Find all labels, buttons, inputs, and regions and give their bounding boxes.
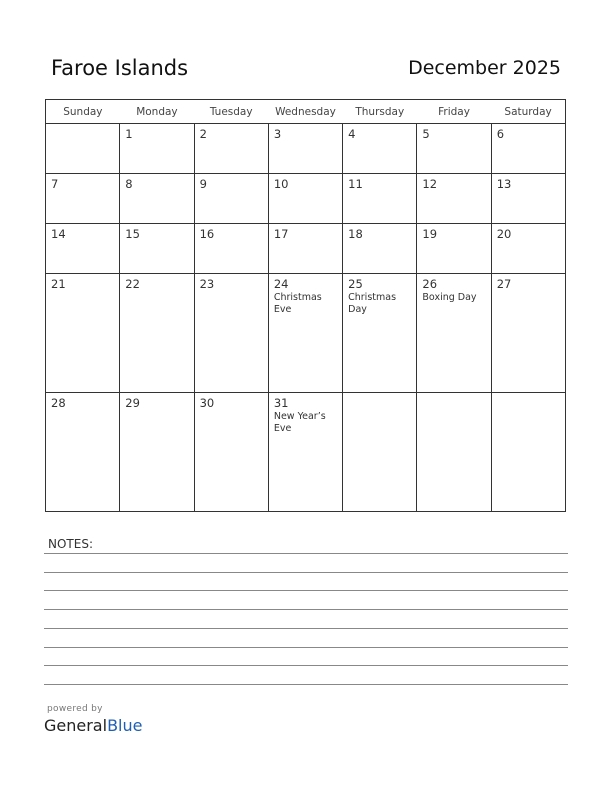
day-cell [268,124,342,174]
day-cell [46,173,120,223]
brand-part-blue: Blue [107,716,143,735]
day-cell [268,392,342,511]
day-number: 22 [125,276,140,291]
day-number: 15 [125,226,140,241]
day-cell [194,273,268,392]
day-cell [268,273,342,392]
day-cell [491,173,565,223]
week-row [46,392,566,511]
day-cell [491,223,565,273]
weekday-sunday: Sunday [46,100,120,124]
note-line [44,553,568,554]
day-number: 4 [348,127,356,141]
weekday-header-row [46,100,566,124]
day-number: 27 [496,276,512,291]
day-number: 19 [422,226,438,241]
day-number: 11 [348,176,363,191]
day-cell [194,392,268,511]
brand-part-general: General [44,716,108,735]
day-cell [343,223,417,273]
weekday-monday: Monday [120,100,194,124]
week-row [46,173,566,223]
week-row [46,223,566,273]
note-line [44,665,568,666]
day-number: 2 [199,127,207,141]
day-number: 14 [51,226,66,241]
day-cell [491,392,565,511]
day-number: 16 [199,226,215,241]
day-number: 26 [422,276,438,291]
holiday-label: Christmas Eve [273,291,322,315]
day-number: 20 [496,226,512,241]
day-number: 24 [273,276,289,291]
day-cell [417,173,491,223]
day-number: 6 [496,127,505,141]
day-cell [491,124,565,174]
day-number: 9 [199,176,207,191]
day-number: 3 [273,127,282,141]
day-cell [268,173,342,223]
day-number: 21 [51,276,66,291]
day-cell [46,273,120,392]
day-cell [46,223,120,273]
day-number: 12 [422,176,438,191]
holiday-label: Boxing Day [422,291,477,303]
day-cell [120,392,194,511]
day-number: 23 [199,276,215,291]
holiday-label: Christmas Day [348,291,397,315]
day-cell [417,223,491,273]
note-line [44,590,568,591]
day-cell [46,392,120,511]
day-cell [268,223,342,273]
day-cell [343,273,417,392]
day-number: 25 [348,276,363,291]
day-cell [417,124,491,174]
note-line [44,572,568,573]
day-cell [120,273,194,392]
day-number: 28 [51,395,66,410]
calendar-grid [45,99,566,512]
weekday-saturday: Saturday [491,100,565,124]
day-cell [343,173,417,223]
day-number: 5 [422,127,430,141]
day-cell [343,124,417,174]
day-number: 10 [273,176,289,191]
holiday-label: New Year’s Eve [273,410,326,434]
note-line [44,628,568,629]
day-number: 13 [496,176,512,191]
day-cell [194,124,268,174]
weekday-wednesday: Wednesday [268,100,342,124]
notes-label: NOTES: [48,537,93,551]
month-title: December 2025 [408,57,561,79]
day-number: 8 [125,176,133,191]
day-cell [417,273,491,392]
weekday-thursday: Thursday [343,100,417,124]
day-number: 1 [125,127,133,141]
day-cell [417,392,491,511]
generalblue-logo [44,716,142,735]
week-row [46,124,566,174]
day-number: 31 [273,395,289,410]
day-number: 30 [199,395,215,410]
day-number: 18 [348,226,363,241]
day-cell [343,392,417,511]
day-cell [194,173,268,223]
day-cell [491,273,565,392]
note-line [44,684,568,685]
day-cell [120,173,194,223]
note-line [44,647,568,648]
weekday-tuesday: Tuesday [194,100,268,124]
day-number: 17 [273,226,289,241]
powered-by-text: powered by [47,704,103,714]
weekday-friday: Friday [417,100,491,124]
region-title: Faroe Islands [51,56,189,80]
day-cell [46,124,120,174]
note-line [44,609,568,610]
day-cell [194,223,268,273]
day-cell [120,124,194,174]
day-number: 29 [125,395,140,410]
day-number: 7 [51,176,59,191]
day-cell [120,223,194,273]
week-row [46,273,566,392]
